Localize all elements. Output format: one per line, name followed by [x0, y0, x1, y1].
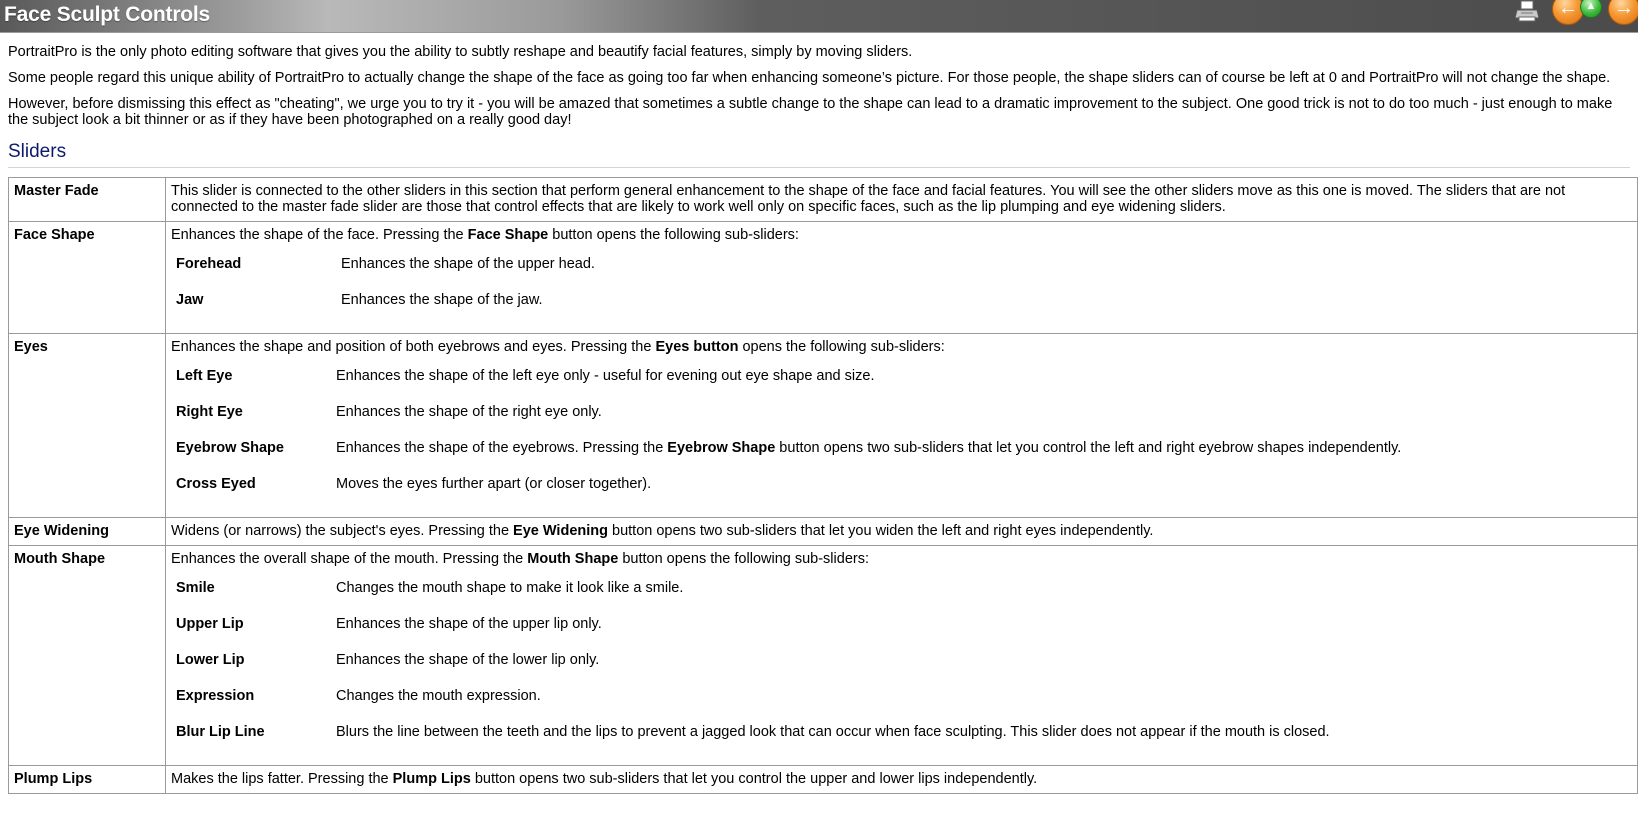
sub-slider-name: Expression	[176, 688, 255, 704]
intro-paragraph-1: PortraitPro is the only photo editing software that gives you the ability to subtly reshape and beautify facial features, simply by moving sliders.	[8, 44, 913, 60]
row-name: Face Shape	[9, 222, 166, 334]
title-bar	[0, 0, 1638, 33]
table-row-plump-lips	[9, 766, 1638, 794]
sub-slider-row	[171, 688, 1330, 724]
intro-paragraph-2: Some people regard this unique ability of PortraitPro to actually change the shape of the face as going too far when enhancing someone’s picture. For those people, the shape sliders can of course be left at 0 and PortraitPro will not change the shape.	[8, 70, 1611, 86]
sub-slider-row	[171, 616, 1330, 652]
sub-desc-bold: Eyebrow Shape	[667, 440, 776, 456]
sub-desc-text: button opens two sub-sliders that let you control the left and right eyebrow shapes independently.	[775, 440, 1402, 456]
row-desc-text: Enhances the shape and position of both eyebrows and eyes. Pressing the	[171, 339, 656, 355]
print-icon[interactable]	[1515, 0, 1541, 26]
intro-paragraph-3: However, before dismissing this effect as "cheating", we urge you to try it - you will be amazed that sometimes a subtle change to the shape can lead to a dramatic improvement to the subject. One good trick is not to do too much - just enough to make the subject look a bit thinner or as if they have been photographed on a really good day!	[8, 96, 1613, 128]
sub-slider-desc: Enhances the shape of the lower lip only.	[336, 652, 600, 668]
row-description	[166, 222, 1638, 334]
row-desc-text: Enhances the shape of the face. Pressing the	[171, 227, 468, 243]
sub-slider-desc	[331, 440, 1401, 476]
sub-slider-row	[171, 368, 1401, 404]
sub-slider-name: Upper Lip	[176, 616, 244, 632]
sub-slider-row	[171, 440, 1401, 476]
sub-slider-row	[171, 476, 1401, 498]
sub-slider-name: Jaw	[176, 292, 204, 308]
row-description	[166, 334, 1638, 518]
table-row-mouth-shape	[9, 546, 1638, 766]
sub-slider-desc: Blurs the line between the teeth and the lips to prevent a jagged look that can occur when face sculpting. This slider does not appear if the mouth is closed.	[336, 724, 1330, 740]
sub-slider-name: Eyebrow Shape	[176, 440, 284, 456]
row-description	[166, 546, 1638, 766]
row-desc-bold: Eye Widening	[513, 523, 608, 539]
sub-slider-desc: Changes the mouth expression.	[336, 688, 541, 704]
section-heading-sliders: Sliders	[8, 141, 1630, 168]
sub-slider-desc: Enhances the shape of the jaw.	[341, 292, 543, 308]
sub-slider-name: Cross Eyed	[176, 476, 256, 492]
row-desc-text: button opens the following sub-sliders:	[618, 551, 869, 567]
row-desc-bold: Mouth Shape	[527, 551, 619, 567]
row-desc-text: button opens the following sub-sliders:	[548, 227, 799, 243]
sub-slider-desc: Enhances the shape of the left eye only - useful for evening out eye shape and size.	[336, 368, 875, 384]
row-description	[166, 518, 1638, 546]
row-name: Master Fade	[9, 178, 166, 222]
row-desc-text: Enhances the overall shape of the mouth. Pressing the	[171, 551, 528, 567]
sub-sliders-table	[171, 256, 595, 314]
row-description: This slider is connected to the other sliders in this section that perform general enhancement to the shape of the face and facial features. You will see the other sliders move as this one is moved. The sliders that are not connected to the master fade slider are those that control effects that are likely to work well only on specific faces, such as the lip plumping and eye widening sliders.	[166, 178, 1638, 222]
sub-slider-row	[171, 292, 595, 314]
row-desc-text: Makes the lips fatter. Pressing the	[171, 771, 393, 787]
back-arrow-icon[interactable]: ←	[1552, 0, 1584, 25]
table-row-eye-widening	[9, 518, 1638, 546]
sub-slider-row	[171, 404, 1401, 440]
sub-slider-row	[171, 580, 1330, 616]
sub-slider-name: Forehead	[176, 256, 242, 272]
nav-icons	[1508, 0, 1638, 24]
sub-slider-row	[171, 256, 595, 292]
top-arrow-icon[interactable]: ▲	[1580, 0, 1602, 18]
row-desc-bold: Face Shape	[467, 227, 549, 243]
sub-slider-name: Left Eye	[176, 368, 233, 384]
sub-slider-desc: Changes the mouth shape to make it look like a smile.	[336, 580, 684, 596]
sub-slider-name: Lower Lip	[176, 652, 245, 668]
row-desc-text: button opens two sub-sliders that let you control the upper and lower lips independently.	[470, 771, 1038, 787]
sub-slider-desc: Enhances the shape of the upper head.	[341, 256, 595, 272]
sub-slider-desc: Enhances the shape of the upper lip only.	[336, 616, 602, 632]
row-desc-bold: Eyes button	[655, 339, 739, 355]
table-row-face-shape	[9, 222, 1638, 334]
row-name: Eyes	[9, 334, 166, 518]
table-row-master-fade	[9, 178, 1638, 222]
row-desc-text: opens the following sub-sliders:	[738, 339, 945, 355]
sub-desc-text: Enhances the shape of the eyebrows. Pressing the	[336, 440, 668, 456]
sub-slider-name: Right Eye	[176, 404, 243, 420]
row-desc-text: button opens two sub-sliders that let you widen the left and right eyes independently.	[607, 523, 1154, 539]
row-desc-bold: Plump Lips	[392, 771, 471, 787]
forward-arrow-icon[interactable]: →	[1608, 0, 1638, 25]
sub-slider-desc: Moves the eyes further apart (or closer together).	[336, 476, 652, 492]
table-row-eyes	[9, 334, 1638, 518]
row-description	[166, 766, 1638, 794]
sub-slider-name: Blur Lip Line	[176, 724, 265, 740]
sliders-table	[8, 177, 1638, 794]
sub-slider-row	[171, 652, 1330, 688]
row-name: Plump Lips	[9, 766, 166, 794]
row-name: Mouth Shape	[9, 546, 166, 766]
sub-slider-row	[171, 724, 1330, 746]
row-desc-text: Widens (or narrows) the subject's eyes. Pressing the	[171, 523, 514, 539]
sub-slider-desc: Enhances the shape of the right eye only.	[336, 404, 602, 420]
sub-slider-name: Smile	[176, 580, 215, 596]
page-title: Face Sculpt Controls	[4, 3, 211, 26]
sub-sliders-table	[171, 580, 1330, 746]
sub-sliders-table	[171, 368, 1401, 498]
row-name: Eye Widening	[9, 518, 166, 546]
